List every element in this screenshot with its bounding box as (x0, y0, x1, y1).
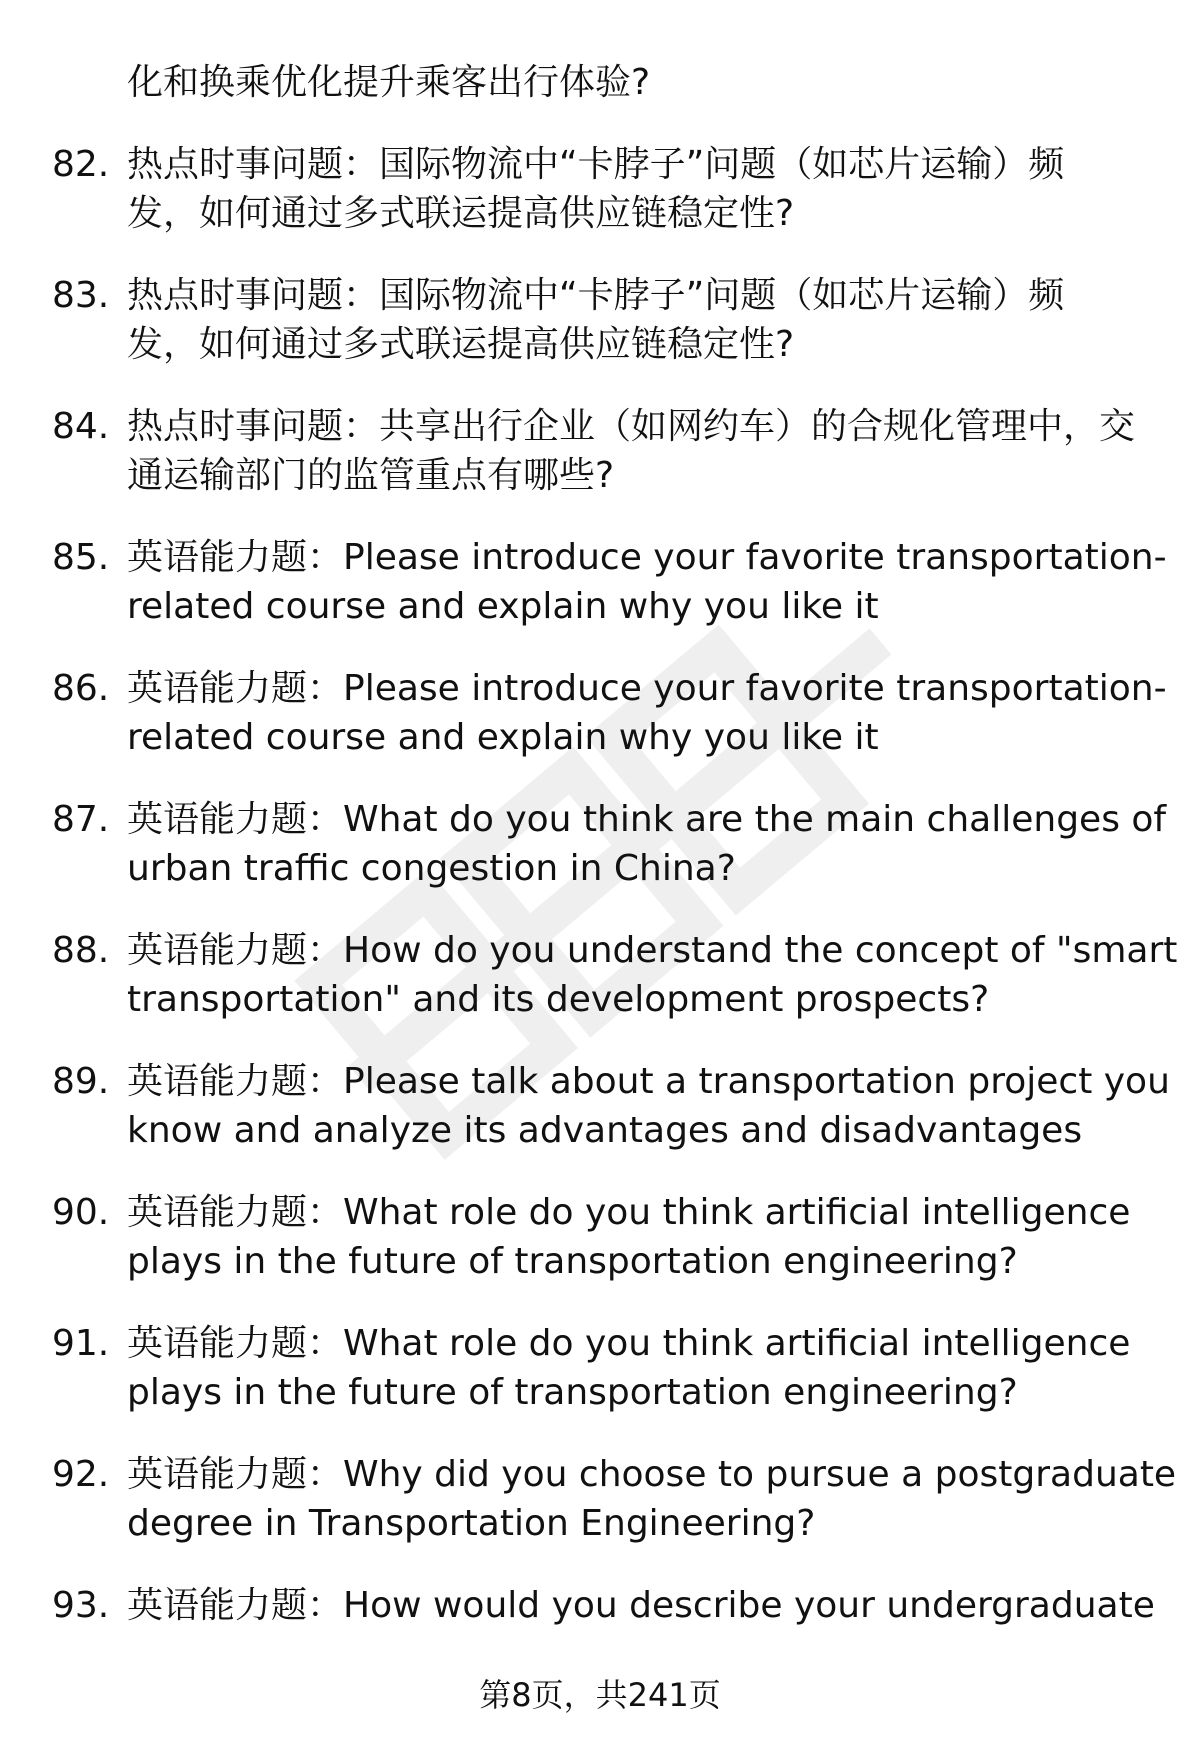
item-line: 英语能力题：Please talk about a transportation project you (127, 1061, 1170, 1102)
item-number: 85. (52, 537, 110, 578)
item-line: urban traffic congestion in China? (127, 848, 736, 889)
item-number: 92. (52, 1454, 110, 1495)
item-text (127, 926, 1177, 1024)
item-line: 热点时事问题：国际物流中“卡脖子”问题（如芯片运输）频 (127, 275, 1065, 316)
item-number: 83. (52, 275, 110, 316)
item-number: 87. (52, 799, 110, 840)
item-text (127, 402, 1150, 500)
item-line: related course and explain why you like it (127, 717, 879, 758)
list-item (52, 1581, 1155, 1630)
item-line: plays in the future of transportation engineering? (127, 1241, 1018, 1282)
item-line: 英语能力题：How do you understand the concept of "smart (127, 930, 1178, 971)
item-number: 84. (52, 406, 110, 447)
continuation-line: 化和换乘优化提升乘客出行体验? (127, 62, 651, 103)
item-text (127, 1450, 1176, 1548)
item-number: 88. (52, 930, 110, 971)
item-line: plays in the future of transportation engineering? (127, 1372, 1018, 1413)
item-text (127, 664, 1167, 762)
list-item (52, 1319, 1150, 1417)
item-text (127, 1188, 1150, 1286)
item-line: transportation" and its development prospects? (127, 979, 990, 1020)
list-item (52, 926, 1178, 1024)
item-number: 91. (52, 1323, 110, 1364)
item-text (127, 140, 1150, 238)
list-item (52, 140, 1150, 238)
item-line: 英语能力题：Please introduce your favorite transportation- (127, 537, 1167, 578)
question-list (52, 58, 1178, 1630)
item-number: 89. (52, 1061, 110, 1102)
item-line: 英语能力题：What do you think are the main challenges of (127, 799, 1167, 840)
item-line: 英语能力题：How would you describe your undergraduate (127, 1585, 1155, 1626)
item-line: 英语能力题：Why did you choose to pursue a postgraduate (127, 1454, 1177, 1495)
item-text (127, 795, 1166, 893)
item-text (127, 1319, 1150, 1417)
item-line: 英语能力题：What role do you think artificial intelligence (127, 1192, 1131, 1233)
item-line: 英语能力题：Please introduce your favorite transportation- (127, 668, 1167, 709)
item-line: 发，如何通过多式联运提高供应链稳定性? (127, 193, 795, 234)
item-line: 热点时事问题：国际物流中“卡脖子”问题（如芯片运输）频 (127, 144, 1065, 185)
item-line: know and analyze its advantages and disadvantages (127, 1110, 1083, 1151)
item-line: 通运输部门的监管重点有哪些? (127, 455, 615, 496)
list-item (52, 533, 1167, 631)
item-text (127, 271, 1150, 369)
item-text (127, 533, 1167, 631)
item-number: 82. (52, 144, 110, 185)
list-item (52, 664, 1167, 762)
item-number: 86. (52, 668, 110, 709)
item-line: 热点时事问题：共享出行企业（如网约车）的合规化管理中，交 (127, 406, 1136, 447)
item-line: 发，如何通过多式联运提高供应链稳定性? (127, 324, 795, 365)
item-line: related course and explain why you like it (127, 586, 879, 627)
list-item (52, 271, 1150, 369)
list-item (52, 1188, 1150, 1286)
item-number: 93. (52, 1585, 110, 1626)
list-item (52, 1450, 1177, 1548)
list-item (52, 1057, 1170, 1155)
list-item (52, 402, 1150, 500)
page-footer: 第8页，共241页 (479, 1676, 721, 1714)
item-line: 英语能力题：What role do you think artificial intelligence (127, 1323, 1131, 1364)
item-text (127, 1057, 1170, 1155)
item-text (127, 1581, 1155, 1630)
item-line: degree in Transportation Engineering? (127, 1503, 816, 1544)
list-item (52, 795, 1167, 893)
item-number: 90. (52, 1192, 110, 1233)
